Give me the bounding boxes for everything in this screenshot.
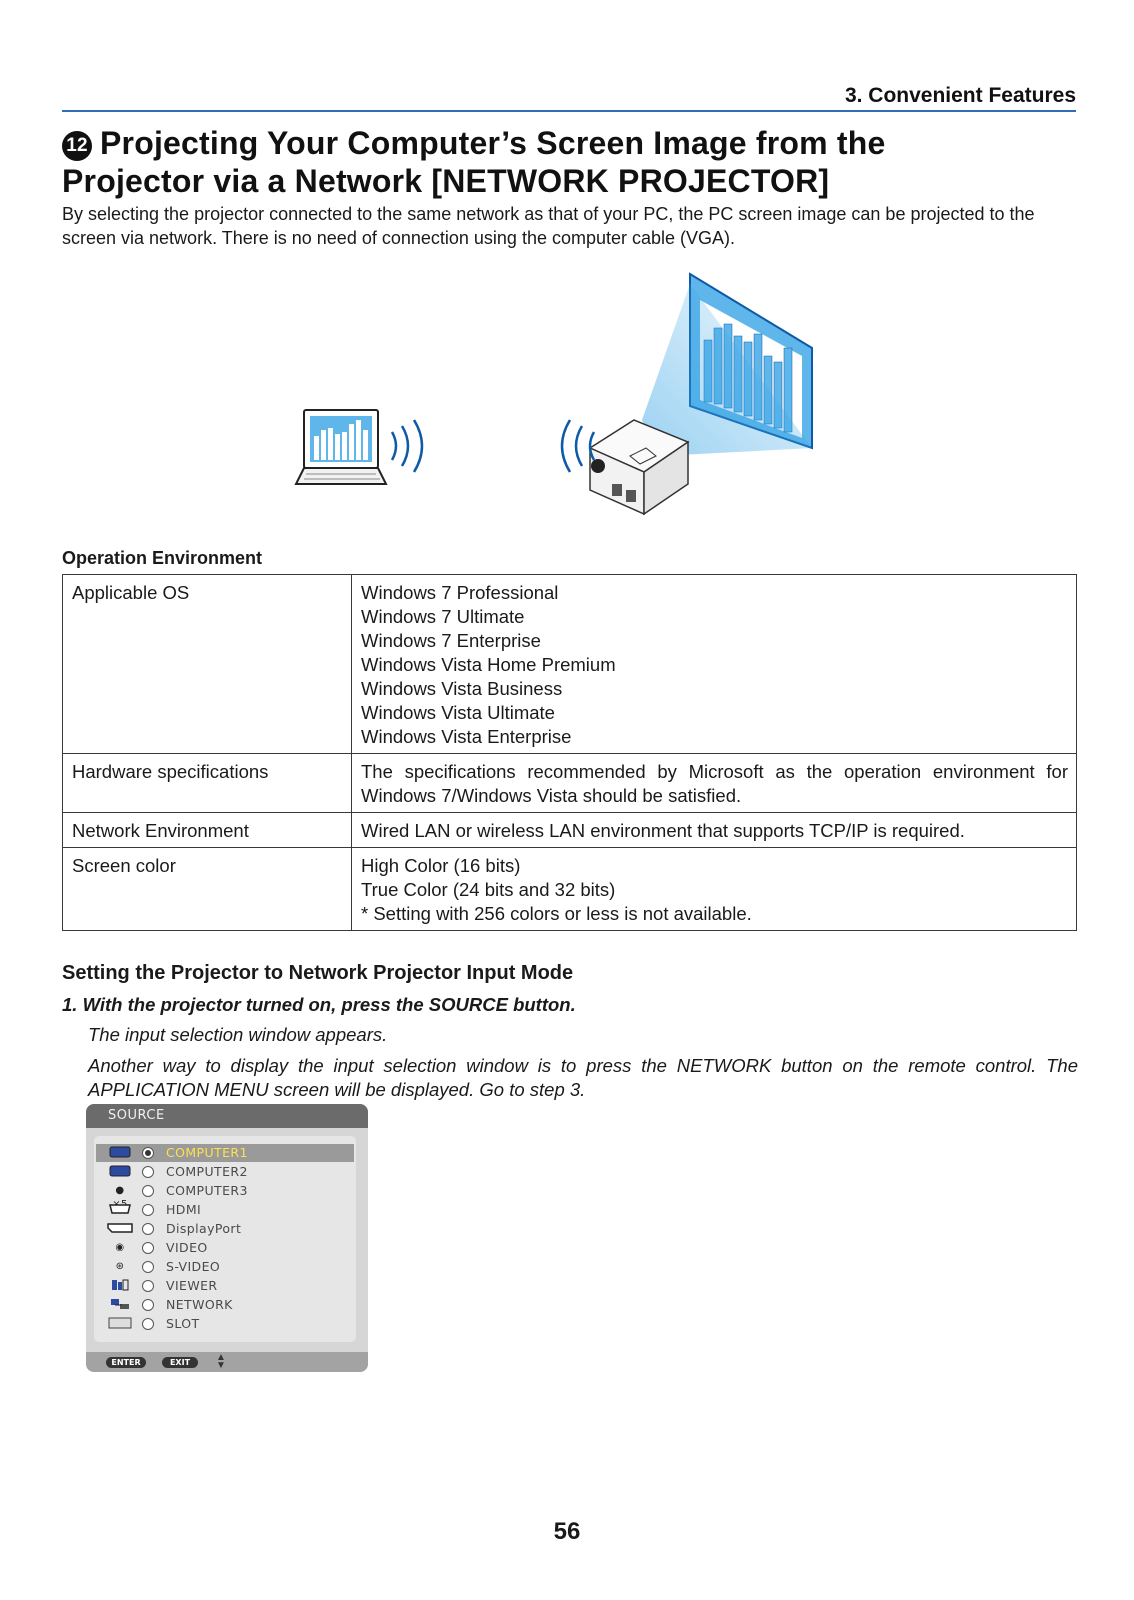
radio-button[interactable] — [142, 1280, 154, 1292]
os-item: Windows Vista Enterprise — [361, 726, 572, 747]
source-item-video[interactable] — [96, 1239, 354, 1257]
slot-icon — [106, 1317, 134, 1331]
os-item: Windows Vista Business — [361, 678, 563, 699]
bnc-x5-icon: ● — [106, 1184, 134, 1198]
radio-button[interactable] — [142, 1242, 154, 1254]
source-item-label: VIEWER — [166, 1278, 218, 1293]
spec-text: * Setting with 256 colors or less is not available. — [361, 903, 752, 924]
source-item-label: HDMI — [166, 1202, 202, 1217]
os-item: Windows 7 Professional — [361, 582, 559, 603]
spec-value — [352, 754, 1077, 813]
intro-paragraph: By selecting the projector connected to the same network as that of your PC, the PC screen image can be projected to the screen via network. There is no need of connection using the computer cable (VGA). — [62, 204, 1035, 248]
source-item-label: COMPUTER3 — [166, 1183, 248, 1198]
radio-button[interactable] — [142, 1318, 154, 1330]
table-row — [63, 813, 1077, 848]
up-down-arrows-icon: ▲ ▼ — [216, 1352, 226, 1371]
title-line-2: Projector via a Network [NETWORK PROJECTOR] — [62, 163, 830, 199]
spec-text: The specifications recommended by Microsoft as the operation environment for Windows 7/Windows Vista should be satisfied. — [361, 761, 1068, 806]
radio-button[interactable] — [142, 1166, 154, 1178]
vga-port-icon — [106, 1146, 134, 1160]
source-menu-footer — [86, 1352, 368, 1372]
source-item-s-video[interactable] — [96, 1258, 354, 1276]
network-projection-illustration — [290, 270, 830, 520]
spec-key: Hardware specifications — [63, 754, 352, 813]
source-item-label: COMPUTER1 — [166, 1145, 248, 1160]
spec-key: Network Environment — [63, 813, 352, 848]
table-row — [63, 754, 1077, 813]
operation-environment-table — [62, 574, 1077, 931]
spec-text: Wired LAN or wireless LAN environment that supports TCP/IP is required. — [361, 820, 965, 841]
source-menu-window — [86, 1104, 368, 1372]
radio-button[interactable] — [142, 1204, 154, 1216]
source-item-computer2[interactable] — [96, 1163, 354, 1181]
source-item-viewer[interactable] — [96, 1277, 354, 1295]
source-item-computer1[interactable] — [96, 1144, 354, 1162]
radio-button[interactable] — [142, 1223, 154, 1235]
title-line-1: Projecting Your Computer’s Screen Image from the — [100, 125, 886, 161]
displayport-icon — [106, 1222, 134, 1236]
radio-button[interactable] — [142, 1299, 154, 1311]
source-item-label: COMPUTER2 — [166, 1164, 248, 1179]
spec-value — [352, 575, 1077, 754]
source-item-label: S-VIDEO — [166, 1259, 221, 1274]
laptop-icon — [296, 410, 386, 484]
running-header — [62, 84, 1076, 112]
spec-key: Screen color — [63, 848, 352, 931]
source-item-label: NETWORK — [166, 1297, 233, 1312]
source-item-network[interactable] — [96, 1296, 354, 1314]
step-1-alternative-note: Another way to display the input selection window is to press the NETWORK button on the remote control. The APPLICATION MENU screen will be displayed. Go to step 3. — [88, 1055, 1078, 1100]
spec-text: True Color (24 bits and 32 bits) — [361, 879, 616, 900]
source-item-hdmi[interactable] — [96, 1201, 354, 1219]
page-number: 56 — [553, 1518, 581, 1545]
source-item-label: DisplayPort — [166, 1221, 242, 1236]
rca-video-icon: ◉ — [115, 1242, 125, 1253]
vga-port-icon — [106, 1165, 134, 1179]
header-section-title: 3. Convenient Features — [844, 84, 1076, 107]
viewer-icon — [106, 1279, 134, 1293]
os-item: Windows 7 Ultimate — [361, 606, 525, 627]
source-item-label: VIDEO — [166, 1240, 208, 1255]
exit-key-hint: EXIT — [162, 1357, 198, 1368]
source-item-label: SLOT — [166, 1316, 200, 1331]
table-row — [63, 575, 1077, 754]
radio-button[interactable] — [142, 1261, 154, 1273]
radio-button[interactable] — [142, 1147, 154, 1159]
step-1-instruction: 1. With the projector turned on, press the SOURCE button. — [62, 994, 576, 1015]
page-title — [62, 124, 1082, 200]
wireless-signal-icon — [392, 420, 594, 472]
hdmi-port-icon — [106, 1203, 134, 1217]
os-item: Windows Vista Ultimate — [361, 702, 555, 723]
os-item: Windows 7 Enterprise — [361, 630, 541, 651]
enter-key-hint: ENTER — [106, 1357, 146, 1368]
radio-button[interactable] — [142, 1185, 154, 1197]
section-number-badge: 12 — [62, 131, 92, 161]
source-item-computer3[interactable] — [96, 1182, 354, 1200]
source-item-displayport[interactable] — [96, 1220, 354, 1238]
os-item: Windows Vista Home Premium — [361, 654, 616, 675]
spec-text: High Color (16 bits) — [361, 855, 521, 876]
source-menu-title: SOURCE — [86, 1104, 368, 1128]
source-list-panel — [94, 1136, 356, 1342]
s-video-icon: ⊛ — [115, 1261, 125, 1272]
spec-value — [352, 848, 1077, 931]
operation-environment-label: Operation Environment — [62, 548, 263, 568]
table-row — [63, 848, 1077, 931]
section-heading: Setting the Projector to Network Projector Input Mode — [62, 962, 574, 984]
spec-key: Applicable OS — [63, 575, 352, 754]
network-icon — [106, 1298, 134, 1312]
step-1-note: The input selection window appears. — [88, 1024, 388, 1045]
spec-value — [352, 813, 1077, 848]
source-item-slot[interactable] — [96, 1315, 354, 1333]
